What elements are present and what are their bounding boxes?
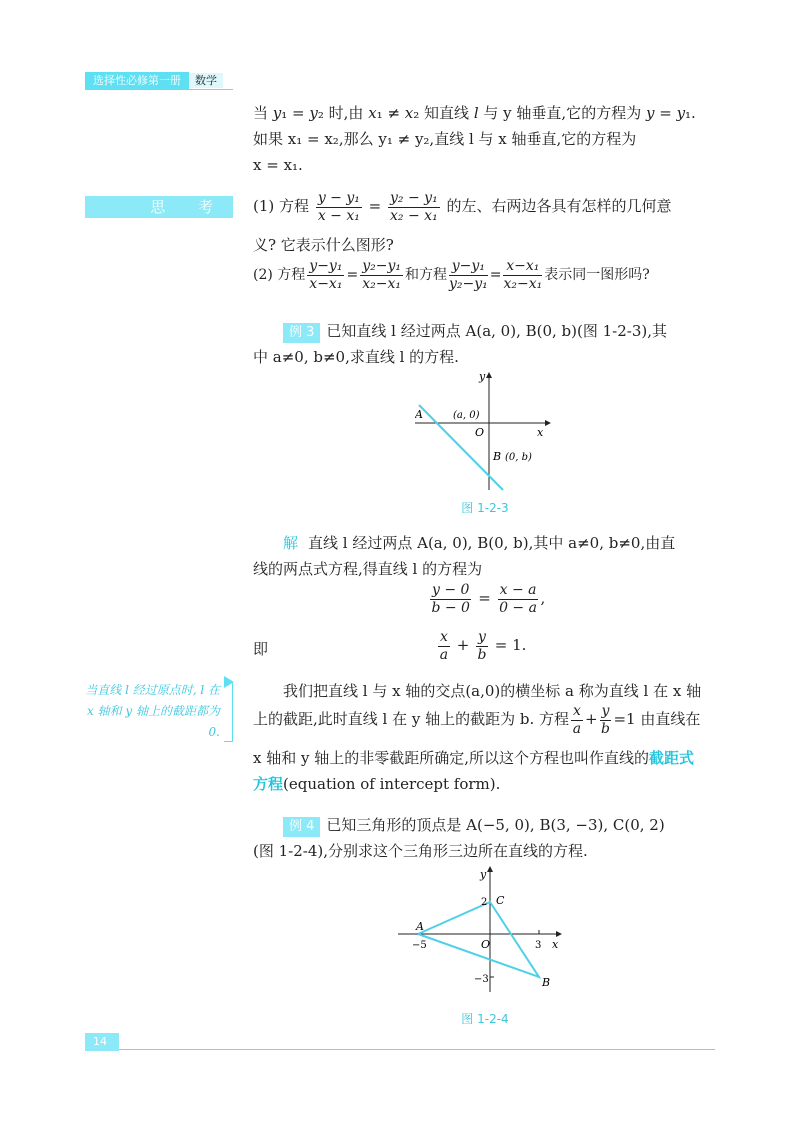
fraction: $\frac{\text{y−y₁}}{\text{y₂−y₁}}$ bbox=[448, 257, 488, 292]
point-b-coord: (0, b) bbox=[505, 452, 532, 463]
ji-label: 即 bbox=[253, 640, 269, 658]
solution-equation-2: $\frac{x}{a}$ + $\frac{y}{b}$ = 1. bbox=[439, 628, 527, 663]
point-a-label: A bbox=[415, 408, 423, 421]
solution-equation-1: $\frac{y - 0}{b - 0}$ = $\frac{x - a}{0 - a}$ , bbox=[431, 581, 546, 616]
solution-line-1: 解 直线 l 经过两点 A(a, 0), B(0, b),其中 a≠0, b≠0,由直 bbox=[283, 534, 676, 552]
think-heading: 思 考 bbox=[85, 196, 233, 218]
book-title: 选择性必修第一册 bbox=[85, 72, 189, 89]
triangle-abc bbox=[418, 902, 542, 977]
y-label: y bbox=[479, 370, 486, 383]
x-label: x bbox=[552, 938, 559, 951]
fraction: $\frac{\text{y₂ − y₁}}{\text{x₂ − x₁}}$ bbox=[390, 189, 438, 224]
example4-badge: 例 4 bbox=[283, 817, 320, 837]
tick-label-y2: 2 bbox=[481, 897, 488, 908]
point-c-label: C bbox=[496, 894, 505, 907]
figure-1-2-4 bbox=[398, 862, 568, 997]
figure-1-2-3-caption: 图 1-2-3 bbox=[461, 501, 509, 515]
subject-label: 数学 bbox=[189, 73, 223, 88]
example3-line-1: 例 3 已知直线 l 经过两点 A(a, 0), B(0, b)(图 1-2-3),其 bbox=[283, 318, 713, 344]
fraction: $\frac{\text{y − y₁}}{\text{x − x₁}}$ bbox=[317, 189, 360, 224]
tick-label-y-neg3: −3 bbox=[474, 974, 489, 985]
fraction: $\frac{\text{y−y₁}}{\text{x−x₁}}$ bbox=[309, 257, 343, 292]
y-axis-arrow bbox=[486, 372, 492, 378]
point-a-coord: (a, 0) bbox=[453, 410, 480, 421]
origin-label: O bbox=[475, 426, 485, 439]
intro-line-2: 如果 x₁ = x₂,那么 y₁ ≠ y₂,直线 l 与 x 轴垂直,它的方程为 bbox=[253, 130, 637, 148]
intro-line-3: x = x₁. bbox=[253, 156, 303, 174]
term-equation: 方程 bbox=[253, 775, 284, 793]
point-b-label: B bbox=[493, 450, 502, 463]
running-header bbox=[85, 72, 223, 89]
solution-label: 解 bbox=[283, 534, 299, 552]
solution-line-2: 线的两点式方程,得直线 l 的方程为 bbox=[253, 560, 483, 578]
header-rule bbox=[85, 89, 233, 90]
y-label: y bbox=[480, 868, 487, 881]
example3-badge: 例 3 bbox=[283, 323, 320, 343]
example3-line-2: 中 a≠0, b≠0,求直线 l 的方程. bbox=[253, 348, 459, 366]
point-a-label: A bbox=[416, 920, 424, 933]
figure-1-2-4-caption: 图 1-2-4 bbox=[461, 1012, 509, 1026]
tick-label-x-neg5: −5 bbox=[412, 940, 427, 951]
margin-note: 当直线 l 经过原点时, l 在 x 轴和 y 轴上的截距都为 0. bbox=[85, 683, 220, 739]
intro-line-1: 当 y₁ = y₂ 时,由 x₁ ≠ x₂ 知直线 l 与 y 轴垂直,它的方程为 y = y₁. bbox=[253, 104, 696, 122]
y-axis-arrow bbox=[487, 866, 493, 872]
term-intercept-form: 截距式 bbox=[649, 749, 695, 767]
x-axis-arrow bbox=[545, 420, 551, 426]
think-question-1: (1) 方程 $\frac{\text{y − y₁}}{\text{x − x₁}}$ = $\frac{\text{y₂ − y₁}}{\text{x₂ − x₁}}$ 的左、右两边各具有怎样的几何意 bbox=[253, 189, 672, 224]
intercept-line-2: 上的截距,此时直线 l 在 y 轴上的截距为 b. 方程 $\frac{x}{a}$ + $\frac{y}{b}$ =1 由直线在 bbox=[253, 702, 701, 737]
intercept-line-1: 我们把直线 l 与 x 轴的交点(a,0)的横坐标 a 称为直线 l 在 x 轴 bbox=[283, 682, 702, 700]
think-question-2: (2) 方程 $\frac{\text{y−y₁}}{\text{x−x₁}}$ = $\frac{\text{y₂−y₁}}{\text{x₂−x₁}}$ 和方程 $\frac{\text{y−y₁}}{\text{y₂−y₁}}$ = $\frac{\text{x−x₁}}{\text{x₂−x₁}}$ 表示同一图形吗? bbox=[253, 257, 650, 292]
fraction: $\frac{\text{y₂−y₁}}{\text{x₂−x₁}}$ bbox=[362, 257, 401, 292]
intercept-line-4: 方程(equation of intercept form). bbox=[253, 775, 501, 793]
fraction: $\frac{\text{x−x₁}}{\text{x₂−x₁}}$ bbox=[503, 257, 543, 292]
example4-line-1: 例 4 已知三角形的顶点是 A(−5, 0), B(3, −3), C(0, 2) bbox=[283, 812, 713, 838]
x-axis-arrow bbox=[556, 931, 562, 937]
figure-1-2-3 bbox=[415, 370, 555, 495]
origin-label: O bbox=[481, 938, 491, 951]
footer-rule bbox=[119, 1049, 715, 1050]
tick-label-x3: 3 bbox=[535, 940, 542, 951]
example4-line-2: (图 1-2-4),分别求这个三角形三边所在直线的方程. bbox=[253, 842, 588, 860]
point-b-label: B bbox=[542, 976, 551, 989]
intercept-line-3: x 轴和 y 轴上的非零截距所确定,所以这个方程也叫作直线的截距式 bbox=[253, 749, 695, 767]
page-number: 14 bbox=[85, 1033, 119, 1051]
x-label: x bbox=[537, 426, 544, 439]
margin-note-bracket bbox=[224, 683, 233, 742]
think-question-1-cont: 义? 它表示什么图形? bbox=[253, 236, 394, 254]
